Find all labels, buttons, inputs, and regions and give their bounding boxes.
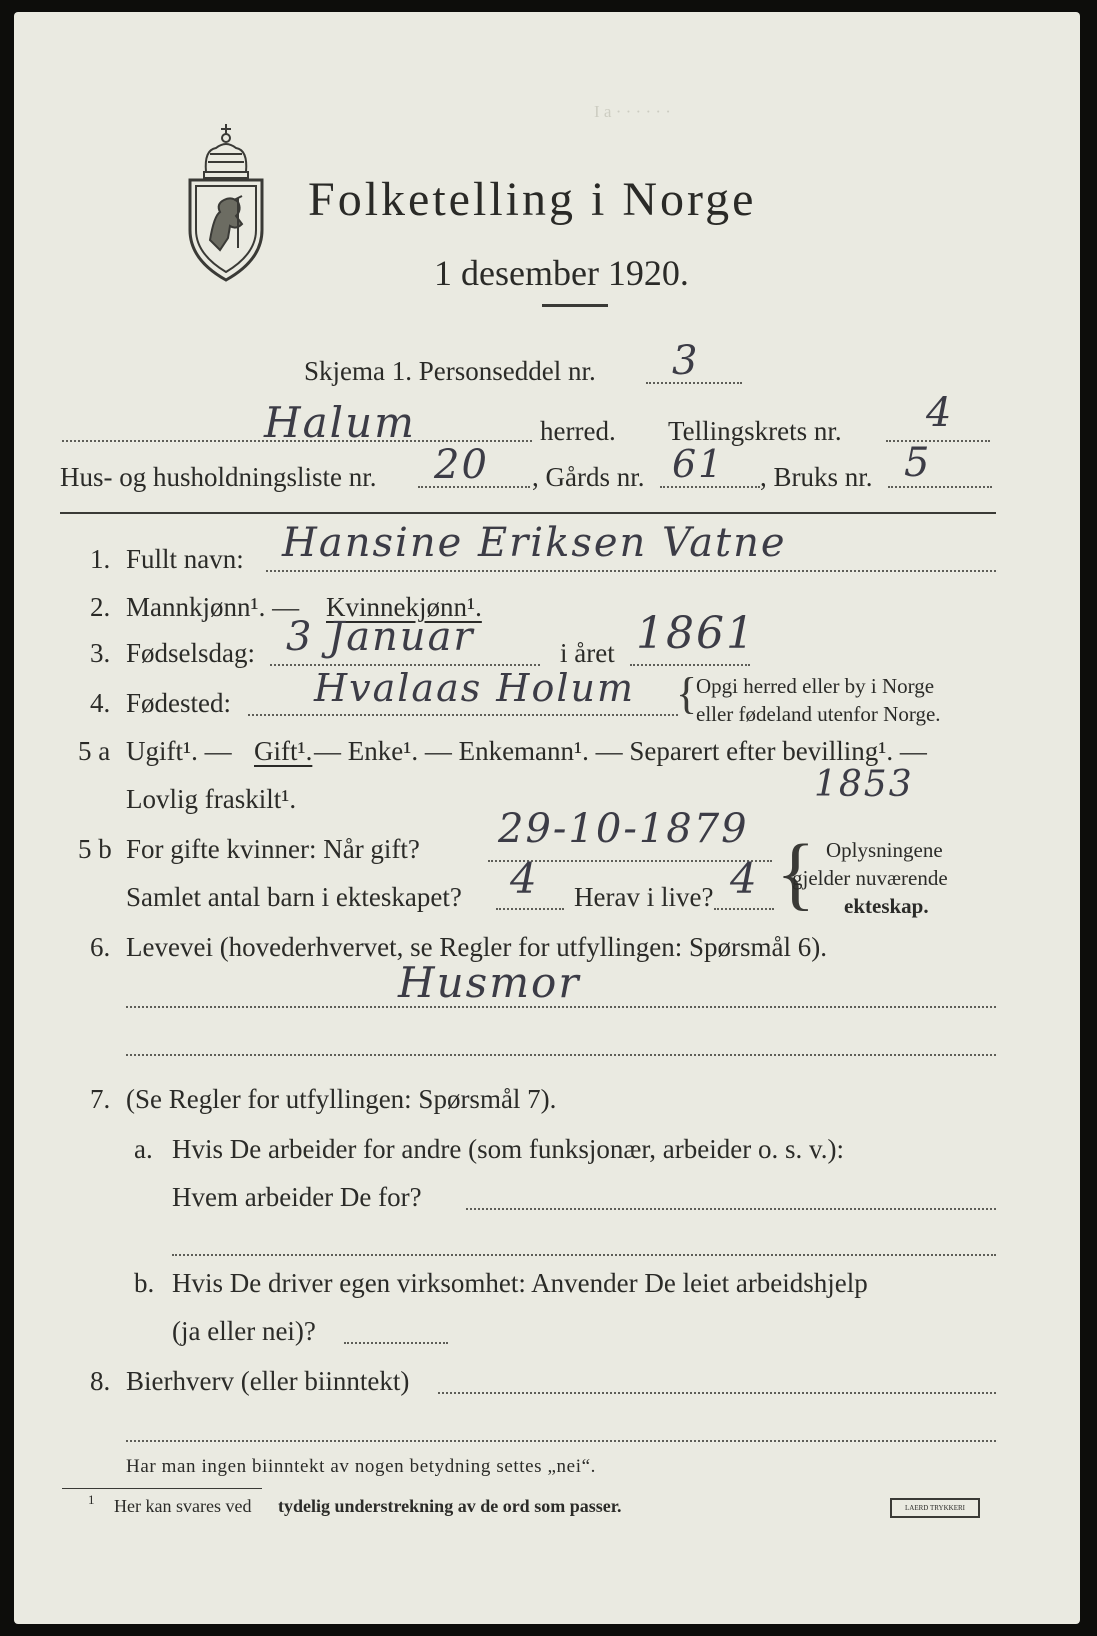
q1-label: Fullt navn:: [126, 544, 244, 574]
divorced-option: Lovlig fraskilt¹.: [126, 784, 297, 814]
husholdningsliste-label: Hus- og husholdningsliste nr.: [60, 462, 377, 492]
tellingskrets-label: Tellingskrets nr.: [668, 416, 842, 446]
gards-line: [660, 486, 760, 488]
q7b-label: Hvis De driver egen virksomhet: Anvender De leiet arbeidshjelp: [172, 1268, 868, 1298]
q7a-label: Hvis De arbeider for andre (som funksjonær, arbeider o. s. v.):: [172, 1134, 844, 1164]
married-date-value: 29-10-1879: [498, 806, 749, 852]
q3-number: 3.: [90, 638, 111, 668]
year-label: i året: [560, 638, 615, 668]
q6-number: 6.: [90, 932, 111, 962]
gards-label: , Gårds nr.: [532, 462, 645, 492]
female-option-underlined: Kvinnekjønn¹.: [326, 592, 482, 622]
alive-line: [714, 908, 774, 910]
q7a-employer-label: Hvem arbeider De for?: [172, 1182, 422, 1212]
birthplace-value: Hvalaas Holum: [314, 666, 635, 710]
q2-number: 2.: [90, 592, 111, 622]
q7-number: 7.: [90, 1084, 111, 1114]
unmarried-option: Ugift¹. —: [126, 736, 232, 766]
husholdningsliste-nr: 20: [434, 442, 489, 488]
children-label: Samlet antal barn i ekteskapet?: [126, 882, 462, 912]
occupation-line-1: [126, 1006, 996, 1008]
q8-number: 8.: [90, 1366, 111, 1396]
hired-help-line: [344, 1342, 448, 1344]
occupation-value: Husmor: [398, 958, 581, 1007]
printer-stamp: LAERD TRYKKERI: [890, 1498, 980, 1518]
side-income-line-2: [126, 1440, 996, 1442]
skjema-label: Skjema 1. Personseddel nr.: [304, 356, 596, 386]
herred-value: Halum: [264, 398, 416, 447]
children-value: 4: [510, 854, 539, 903]
q4-number: 4.: [90, 688, 111, 718]
tellingskrets-line: [886, 440, 990, 442]
footnote-text: Her kan svares ved: [114, 1496, 252, 1516]
married-option-underlined: Gift¹.: [254, 736, 313, 766]
bruks-label: , Bruks nr.: [760, 462, 873, 492]
birthday-value: 3 Januar: [286, 614, 475, 660]
birthplace-note-line2: eller fødeland utenfor Norge.: [696, 702, 941, 726]
census-date: 1 desember 1920.: [434, 253, 689, 293]
header-separator: [60, 512, 996, 514]
footnote-rule: [62, 1488, 262, 1489]
bruks-nr: 5: [904, 440, 932, 486]
bleed-through-text: I a · · · · · ·: [594, 102, 671, 121]
no-income-note: Har man ingen biinntekt av nogen betydning settes „nei“.: [126, 1456, 596, 1477]
marriage-note-line3: ekteskap.: [844, 894, 929, 918]
gards-nr: 61: [672, 442, 725, 486]
alive-label: Herav i live?: [574, 882, 714, 912]
occupation-line-2: [126, 1054, 996, 1056]
personseddel-nr: 3: [672, 338, 700, 384]
male-option: Mannkjønn¹. —: [126, 592, 300, 622]
bruks-line: [888, 486, 992, 488]
herred-label: herred.: [540, 416, 616, 446]
tellingskrets-value: 4: [926, 390, 954, 436]
q7-label: (Se Regler for utfyllingen: Spørsmål 7).: [126, 1084, 557, 1114]
form-title: Folketelling i Norge: [308, 173, 757, 226]
q7b-help-label: (ja eller nei)?: [172, 1316, 316, 1346]
q4-label: Fødested:: [126, 688, 231, 718]
title-divider: [542, 304, 608, 307]
q7a-number: a.: [134, 1134, 153, 1164]
q5a-number: 5 a: [78, 736, 111, 766]
marriage-brace: {: [776, 827, 816, 918]
q1-number: 1.: [90, 544, 111, 574]
q5b-number: 5 b: [78, 834, 112, 864]
coat-of-arms-icon: [180, 120, 272, 288]
marriage-note-line1: Oplysningene: [826, 838, 943, 862]
birth-year-value: 1861: [636, 608, 756, 659]
margin-note-year: 1853: [814, 764, 914, 805]
marital-other-options: — Enke¹. — Enkemann¹. — Separert efter bevilling¹. —: [314, 736, 927, 766]
birthplace-note-line1: Opgi herred eller by i Norge: [696, 674, 935, 698]
q7b-number: b.: [134, 1268, 155, 1298]
q8-label: Bierhverv (eller biinntekt): [126, 1366, 410, 1396]
employer-line-2: [172, 1254, 996, 1256]
footnote-mark: 1: [88, 1492, 95, 1507]
q3-label: Fødselsdag:: [126, 638, 256, 668]
side-income-line: [438, 1392, 996, 1394]
marriage-note-line2: gjelder nuværende: [792, 866, 948, 890]
q6-label: Levevei (hovederhvervet, se Regler for utfyllingen: Spørsmål 6).: [126, 932, 828, 962]
census-form-page: [14, 12, 1080, 1624]
employer-line: [466, 1208, 996, 1210]
birthplace-brace: {: [676, 669, 698, 718]
footnote-text-bold: tydelig understrekning av de ord som passer.: [278, 1496, 622, 1516]
children-line: [496, 908, 564, 910]
birth-year-line: [630, 664, 750, 666]
birthplace-line: [248, 714, 678, 716]
full-name-line: [266, 570, 996, 572]
married-date-label: For gifte kvinner: Når gift?: [126, 834, 420, 864]
alive-value: 4: [730, 854, 759, 903]
full-name-value: Hansine Eriksen Vatne: [282, 520, 787, 566]
